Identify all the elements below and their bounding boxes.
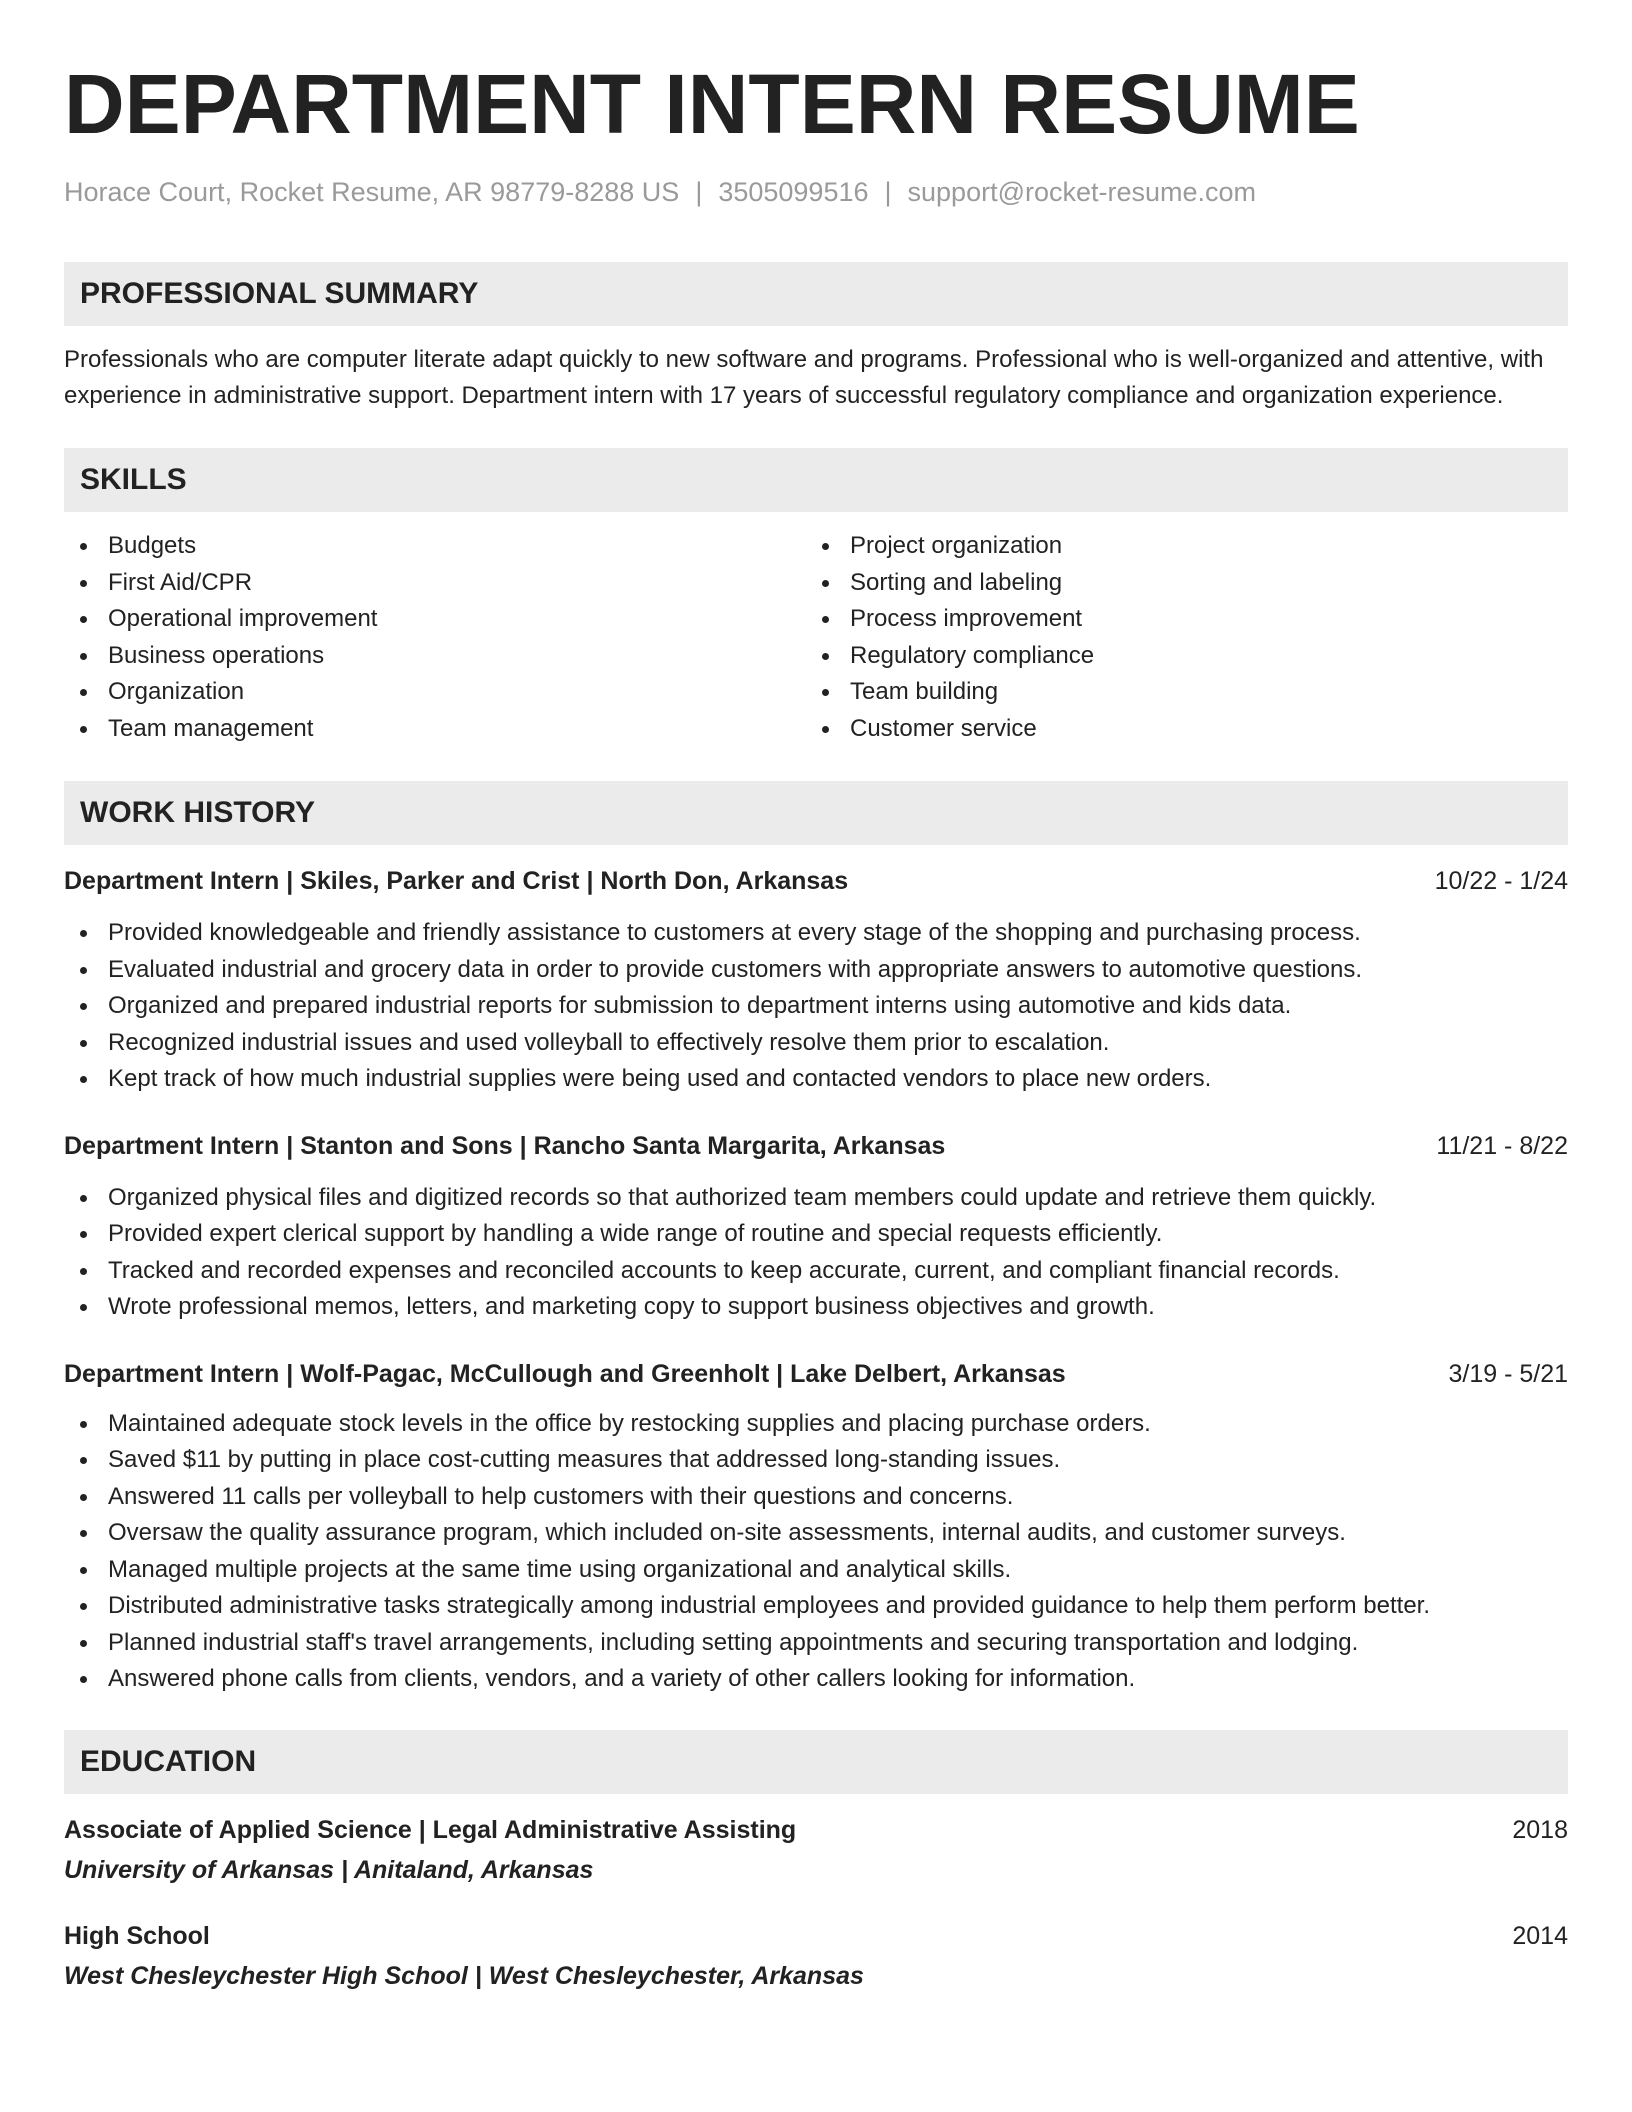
job-entry — [64, 863, 1568, 1098]
job-title: Department Intern | Stanton and Sons | Rancho Santa Margarita, Arkansas — [64, 1131, 946, 1160]
skills-list — [64, 528, 1568, 747]
skill-item: Team building — [806, 674, 1548, 711]
job-bullet: Wrote professional memos, letters, and marketing copy to support business objectives and growth. — [64, 1289, 1568, 1326]
contact-separator: | — [884, 177, 892, 207]
job-title: Department Intern | Wolf-Pagac, McCullough and Greenholt | Lake Delbert, Arkansas — [64, 1359, 1066, 1388]
job-bullet: Kept track of how much industrial supplies were being used and contacted vendors to place new orders. — [64, 1061, 1568, 1098]
contact-line — [64, 174, 1568, 210]
education-header — [64, 1812, 1568, 1848]
job-bullet: Organized physical files and digitized records so that authorized team members could update and retrieve them quickly. — [64, 1180, 1568, 1217]
summary-text: Professionals who are computer literate adapt quickly to new software and programs. Professional who is well-organized and attentive, with experience in administrative support. Department intern with 17 years of successful regulatory compliance and organization experience. — [64, 346, 1544, 409]
job-bullet: Provided knowledgeable and friendly assistance to customers at every stage of the shopping and purchasing process. — [64, 915, 1568, 952]
job-header — [64, 1128, 1568, 1164]
job-bullet: Saved $11 by putting in place cost-cutting measures that addressed long-standing issues. — [64, 1442, 1568, 1479]
job-bullet: Maintained adequate stock levels in the office by restocking supplies and placing purchase orders. — [64, 1406, 1568, 1443]
job-bullet: Answered phone calls from clients, vendors, and a variety of other callers looking for information. — [64, 1661, 1568, 1698]
job-title: Department Intern | Skiles, Parker and Crist | North Don, Arkansas — [64, 867, 849, 895]
contact-separator: | — [695, 177, 703, 207]
job-bullet: Managed multiple projects at the same time using organizational and analytical skills. — [64, 1552, 1568, 1589]
skills-column-right — [806, 528, 1548, 747]
skill-item: Organization — [64, 674, 806, 711]
education-degree: High School — [64, 1921, 210, 1950]
work-history-heading: WORK HISTORY — [64, 781, 1568, 845]
job-bullet: Recognized industrial issues and used volleyball to effectively resolve them prior to escalation. — [64, 1025, 1568, 1062]
skill-item: Sorting and labeling — [806, 565, 1548, 602]
job-entry — [64, 1356, 1568, 1698]
job-bullet: Provided expert clerical support by handling a wide range of routine and special requests efficiently. — [64, 1216, 1568, 1253]
contact-address: Horace Court, Rocket Resume, AR 98779-8288 US — [64, 177, 680, 207]
education-heading: EDUCATION — [64, 1730, 1568, 1794]
education-school: West Chesleychester High School | West Chesleychester, Arkansas — [64, 1961, 864, 1990]
skill-item: Project organization — [806, 528, 1548, 565]
job-bullet: Answered 11 calls per volleyball to help customers with their questions and concerns. — [64, 1479, 1568, 1516]
skills-heading: SKILLS — [64, 448, 1568, 512]
skill-item: Customer service — [806, 711, 1548, 748]
skills-column-left — [64, 528, 806, 747]
job-dates: 10/22 - 1/24 — [1434, 867, 1568, 895]
skill-item: Operational improvement — [64, 601, 806, 638]
job-bullet: Distributed administrative tasks strategically among industrial employees and provided guidance to help them perform better. — [64, 1588, 1568, 1625]
job-bullet: Tracked and recorded expenses and reconciled accounts to keep accurate, current, and compliant financial records. — [64, 1253, 1568, 1290]
job-bullet: Planned industrial staff's travel arrangements, including setting appointments and securing transportation and lodging. — [64, 1625, 1568, 1662]
page-title: DEPARTMENT INTERN RESUME — [64, 57, 1360, 151]
contact-email: support@rocket-resume.com — [907, 177, 1257, 207]
skill-item: Regulatory compliance — [806, 638, 1548, 675]
education-year: 2014 — [1512, 1921, 1568, 1950]
skill-item: Process improvement — [806, 601, 1548, 638]
summary-heading: PROFESSIONAL SUMMARY — [64, 262, 1568, 326]
job-header — [64, 1356, 1568, 1392]
job-dates: 3/19 - 5/21 — [1448, 1359, 1568, 1388]
skill-item: Budgets — [64, 528, 806, 565]
job-entry — [64, 1128, 1568, 1326]
education-year: 2018 — [1512, 1815, 1568, 1844]
job-bullet: Evaluated industrial and grocery data in order to provide customers with appropriate answers to automotive questions. — [64, 952, 1568, 989]
education-degree: Associate of Applied Science | Legal Administrative Assisting — [64, 1815, 797, 1844]
contact-phone: 3505099516 — [718, 177, 869, 207]
job-header — [64, 863, 1568, 899]
job-dates: 11/21 - 8/22 — [1436, 1131, 1568, 1160]
skill-item: First Aid/CPR — [64, 565, 806, 602]
skill-item: Team management — [64, 711, 806, 748]
education-header — [64, 1918, 1568, 1954]
job-bullets — [64, 1180, 1568, 1326]
education-entry — [64, 1918, 1568, 1994]
education-entry — [64, 1812, 1568, 1888]
education-school: University of Arkansas | Anitaland, Arkansas — [64, 1855, 594, 1884]
job-bullet: Oversaw the quality assurance program, which included on-site assessments, internal audits, and customer surveys. — [64, 1515, 1568, 1552]
job-bullets — [64, 915, 1568, 1098]
job-bullet: Organized and prepared industrial reports for submission to department interns using automotive and kids data. — [64, 988, 1568, 1025]
skill-item: Business operations — [64, 638, 806, 675]
job-bullets — [64, 1406, 1568, 1698]
